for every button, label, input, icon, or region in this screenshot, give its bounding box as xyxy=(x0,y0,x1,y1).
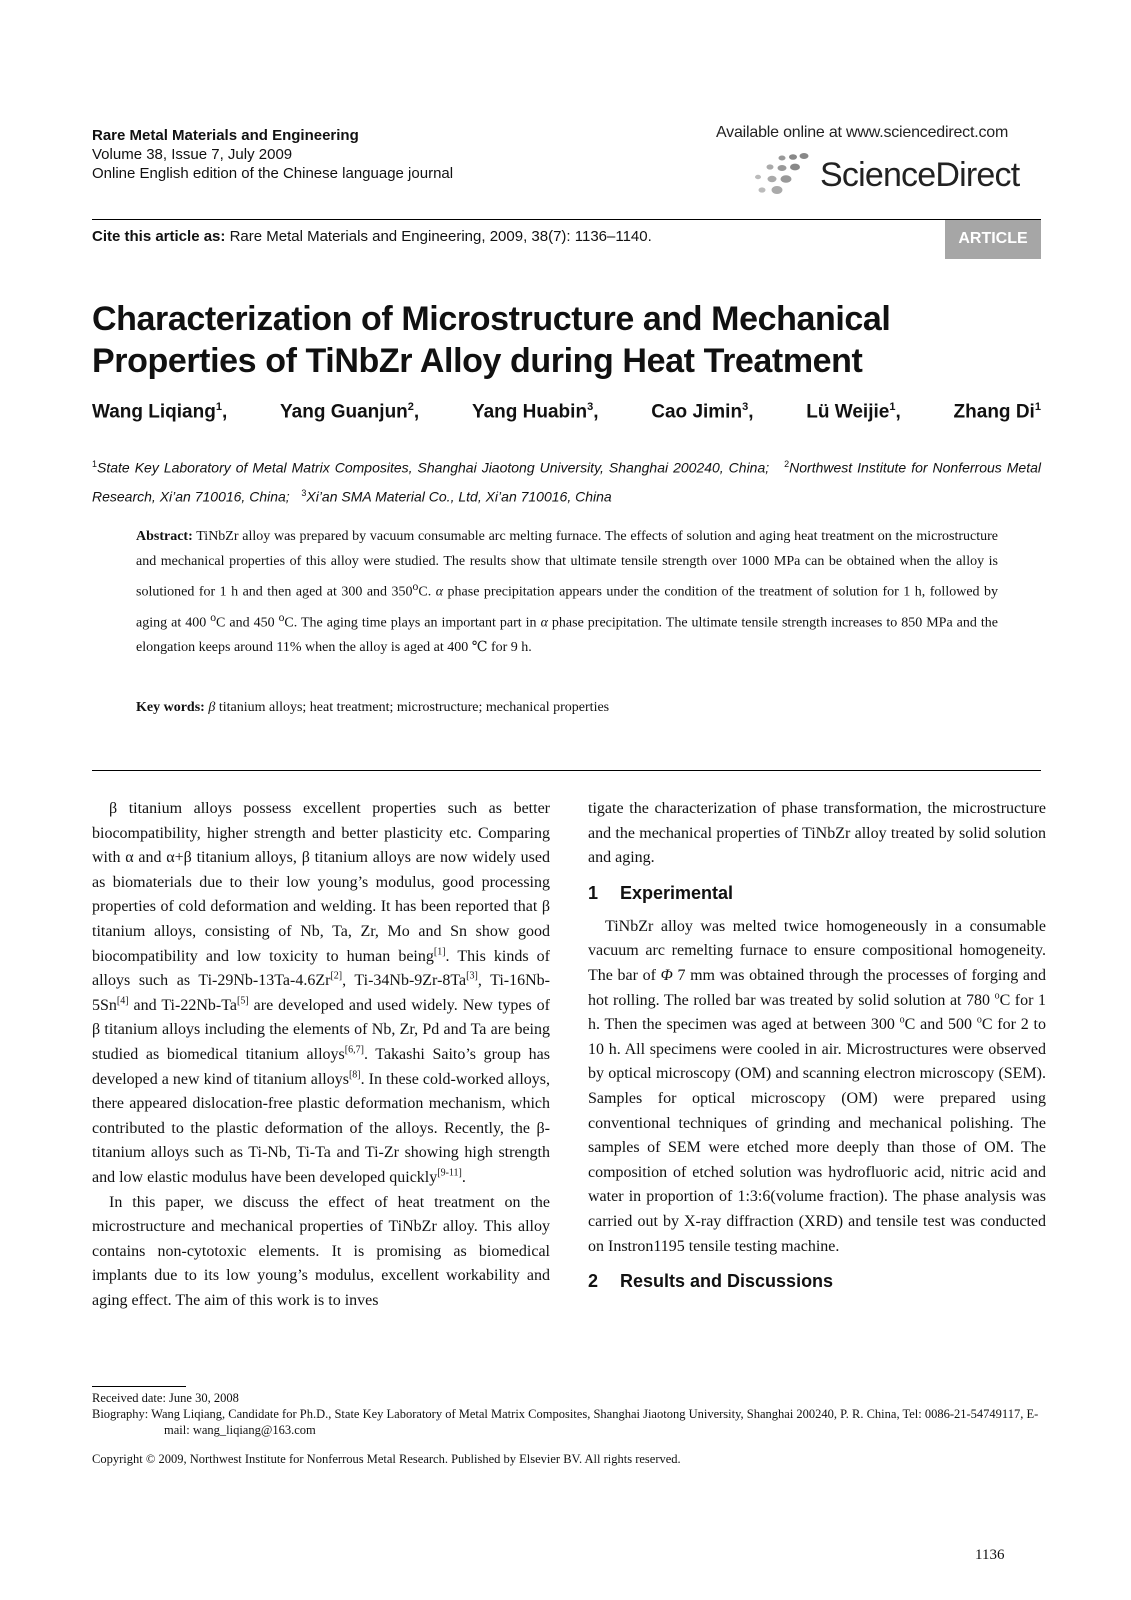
edition-note: Online English edition of the Chinese language journal xyxy=(92,165,454,182)
author: Zhang Di$^1$ xyxy=(953,401,1041,423)
author-list xyxy=(92,401,1041,423)
cite-text: Rare Metal Materials and Engineering, 2009, 38(7): 1136–1140. xyxy=(229,228,652,245)
biography: Biography: Wang Liqiang, Candidate for Ph.D., State Key Laboratory of Metal Matrix Composites, Shanghai Jiaotong University, Shanghai 200240, P. R. China, Tel: 0086-21-54749117, E-mail: wang_liqiang@163.com xyxy=(92,1407,1039,1437)
affiliations: $^1$State Key Laboratory of Metal Matrix Composites, Shanghai Jiaotong University, Shanghai 200240, China; $^2$Northwest Institute for Nonferrous Metal Research, Xi’an 710016, China; $^3$Xi’an SMA Material Co., Ltd, Xi’an 710016, China xyxy=(92,459,1042,505)
abstract-label: Abstract: xyxy=(136,529,193,544)
journal-info xyxy=(92,126,453,183)
affiliation-1: State Key Laboratory of Metal Matrix Composites, Shanghai Jiaotong University, Shanghai 200240, China; xyxy=(97,459,770,476)
copyright: Copyright © 2009, Northwest Institute for Nonferrous Metal Research. Published by Elsevier BV. All rights reserved. xyxy=(92,1452,681,1466)
keywords: Key words: β titanium alloys; heat treatment; microstructure; mechanical properties xyxy=(136,700,610,715)
paragraph-aim: In this paper, we discuss the effect of heat treatment on the microstructure and mechanical properties of TiNbZr alloy. This alloy contains non-cytotoxic elements. It is promising as biomedical implants due to its low young’s modulus, excellent workability and aging effect. The aim of this work is to inves xyxy=(92,1193,550,1309)
body-column-right xyxy=(588,797,1046,1303)
sciencedirect-logo[interactable] xyxy=(746,152,1036,198)
body-column-left xyxy=(92,797,550,1313)
author: Yang Huabin$^3$, xyxy=(471,401,599,423)
section-heading-experimental: 1 Experimental xyxy=(588,882,734,903)
keywords-label: Key words: xyxy=(136,700,205,715)
footnotes xyxy=(92,1390,1042,1438)
author: Wang Liqiang$^1$, xyxy=(92,401,228,423)
sciencedirect-wordmark: ScienceDirect xyxy=(820,156,1020,194)
author: Lü Weijie$^1$, xyxy=(806,401,901,423)
section-heading-results: 2 Results and Discussions xyxy=(588,1271,834,1292)
article-badge: ARTICLE xyxy=(945,220,1041,259)
sciencedirect-block xyxy=(716,124,1041,194)
page-number: 1136 xyxy=(975,1547,1005,1563)
volume-issue: Volume 38, Issue 7, July 2009 xyxy=(92,146,293,163)
affiliation-3: Xi’an SMA Material Co., Ltd, Xi’an 710016, China xyxy=(306,488,612,505)
journal-name: Rare Metal Materials and Engineering xyxy=(92,127,359,144)
cite-label: Cite this article as: xyxy=(92,228,226,245)
affiliation-2: Northwest Institute for Nonferrous Metal Research, Xi’an 710016, China; xyxy=(92,459,1042,505)
section-rule xyxy=(92,770,1041,771)
footnote-rule xyxy=(92,1386,186,1387)
header-rule xyxy=(92,219,1041,220)
sciencedirect-dots-icon xyxy=(746,152,818,198)
paragraph-aim-continued: tigate the characterization of phase transformation, the microstructure and the mechanical properties of TiNbZr alloy treated by solid solution and aging. xyxy=(588,800,1046,867)
received-date: Received date: June 30, 2008 xyxy=(92,1391,239,1405)
author: Cao Jimin$^3$, xyxy=(651,401,754,423)
abstract: Abstract: TiNbZr alloy was prepared by vacuum consumable arc melting furnace. The effects of solution and aging heat treatment on the microstructure and mechanical properties of this alloy were studied. The results show that ultimate tensile strength over 1000 MPa can be obtained when the alloy is solutioned for 1 h and then aged at 300 and 350$^o$C. α phase precipitation appears under the condition of the treatment of solution for 1 h, followed by aging at 400 $^o$C and 450 $^o$C. The aging time plays an important part in α phase precipitation. The ultimate tensile strength increases to 850 MPa and the elongation keeps around 11% when the alloy is aged at 400 ℃ for 9 h. xyxy=(136,529,999,656)
paragraph-experimental: TiNbZr alloy was melted twice homogeneously in a consumable vacuum arc remelting furnace to ensure compositional homogeneity. The bar of Φ 7 mm was obtained through the processes of forging and hot rolling. The rolled bar was treated by solid solution at 780 $^o$C for 1 h. Then the specimen was aged at between 300 $^o$C and 500 $^o$C for 2 to 10 h. All specimens were cooled in air. Microstructures were observed by optical microscopy (OM) and scanning electron microscopy (SEM). Samples for optical microscopy (OM) were prepared using conventional techniques of grinding and mechanical polishing. The samples of SEM were etched more deeply than those of OM. The composition of etched solution was hydrofluoric acid, nitric acid and water in proportion of 1:3:6(volume fraction). The phase analysis was carried out by X-ray diffraction (XRD) and tensile test was conducted on Instron1195 tensile testing machine. xyxy=(588,917,1047,1255)
author: Yang Guanjun$^2$, xyxy=(280,401,420,423)
article-title: Characterization of Microstructure and Mechanical Properties of TiNbZr Alloy during Heat Treatment xyxy=(92,300,891,380)
cite-line xyxy=(92,228,652,245)
available-online-text[interactable]: Available online at www.sciencedirect.com xyxy=(716,124,1009,141)
paragraph-intro: β titanium alloys possess excellent properties such as better biocompatibility, higher strength and better plasticity etc. Comparing with α and α+β titanium alloys, β titanium alloys are now widely used as biomaterials due to their low young’s modulus, good processing properties of cold deformation and welding. It has been reported that β titanium alloys, consisting of Nb, Ta, Zr, Mo and Sn show good biocompatibility and low toxicity to human being[1]. This kinds of alloys such as Ti-29Nb-13Ta-4.6Zr[2], Ti-34Nb-9Zr-8Ta[3], Ti-16Nb-5Sn[4] and Ti-22Nb-Ta[5] are developed and used widely. New types of β titanium alloys including the elements of Nb, Zr, Pd and Ta are being studied as biomedical titanium alloys[6,7]. Takashi Saito’s group has developed a new kind of titanium alloys[8]. In these cold-worked alloys, there appeared dislocation-free plastic deformation mechanism, which contributed to the plastic deformation of the alloys. Recently, the β-titanium alloys such as Ti-Nb, Ti-Ta and Ti-Zr showing high strength and low elastic modulus have been developed quickly[9-11]. xyxy=(92,800,551,1186)
